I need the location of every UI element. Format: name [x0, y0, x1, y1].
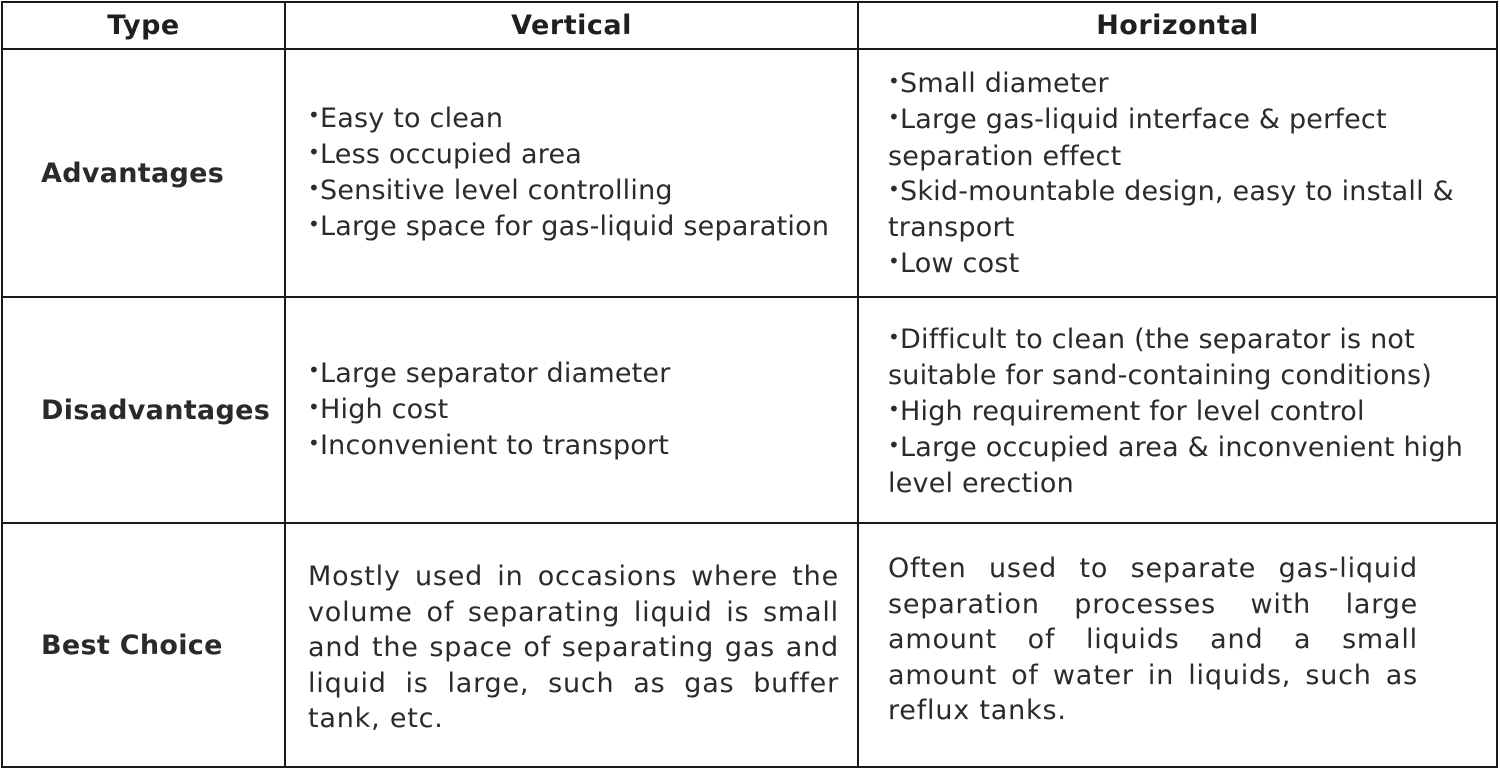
bullet-icon: • — [888, 396, 900, 421]
list-item: •High requirement for level control — [888, 394, 1484, 430]
bullet-icon: • — [888, 248, 900, 273]
list-item: •Sensitive level controlling — [308, 173, 847, 209]
bullet-icon: • — [308, 212, 320, 236]
table-row — [2, 297, 1497, 523]
bullet-icon: • — [888, 324, 900, 349]
bullet-icon: • — [888, 68, 900, 93]
bullet-icon: • — [308, 430, 320, 455]
row-label-disadvantages: Disadvantages — [2, 297, 285, 523]
list-item: •Less occupied area — [308, 137, 847, 173]
list-item: •Small diameter — [888, 66, 1484, 102]
row-label-best-choice: Best Choice — [2, 523, 285, 767]
bullet-icon: • — [308, 358, 320, 383]
bullet-icon: • — [888, 176, 900, 201]
vertical-best-choice-cell — [285, 523, 858, 767]
bullet-icon: • — [308, 394, 320, 419]
vertical-disadvantages-cell — [285, 297, 858, 523]
header-vertical: Vertical — [285, 2, 858, 49]
vertical-advantages-list — [308, 101, 847, 246]
list-item: •Large space for gas-liquid separation — [308, 209, 847, 245]
list-item: •Inconvenient to transport — [308, 428, 847, 464]
header-row — [2, 2, 1497, 49]
list-item: •Large occupied area & inconvenient high level erection — [888, 430, 1484, 502]
bullet-icon: • — [308, 103, 320, 128]
horizontal-best-choice-text: Often used to separate gas-liquid separation processes with large amount of liquids and a small amount of water in liquids, such as reflux tanks. — [888, 553, 1418, 727]
horizontal-best-choice-cell — [858, 523, 1497, 767]
list-item: •Skid-mountable design, easy to install & transport — [888, 174, 1484, 246]
list-item: •Large separator diameter — [308, 356, 847, 392]
horizontal-advantages-list — [888, 66, 1484, 282]
list-item: •Easy to clean — [308, 101, 847, 137]
row-label-advantages: Advantages — [2, 49, 285, 297]
bullet-icon: • — [308, 175, 320, 200]
list-item: •High cost — [308, 392, 847, 428]
header-horizontal: Horizontal — [858, 2, 1497, 49]
list-item: •Large gas-liquid interface & perfect separation effect — [888, 102, 1484, 174]
header-type: Type — [2, 2, 285, 49]
table-row — [2, 523, 1497, 767]
horizontal-disadvantages-cell — [858, 297, 1497, 523]
comparison-table — [1, 1, 1498, 768]
bullet-icon: • — [888, 432, 900, 457]
horizontal-advantages-cell — [858, 49, 1497, 297]
vertical-disadvantages-list — [308, 356, 847, 465]
bullet-icon: • — [888, 105, 900, 129]
horizontal-disadvantages-list — [888, 322, 1484, 502]
bullet-icon: • — [308, 139, 320, 164]
list-item: •Low cost — [888, 246, 1484, 282]
table-row — [2, 49, 1497, 297]
vertical-advantages-cell — [285, 49, 858, 297]
vertical-best-choice-text: Mostly used in occasions where the volume of separating liquid is small and the space of separating gas and liquid is large, such as gas buffer tank, etc. — [308, 561, 839, 735]
list-item: •Difficult to clean (the separator is not suitable for sand-containing conditions) — [888, 322, 1484, 394]
